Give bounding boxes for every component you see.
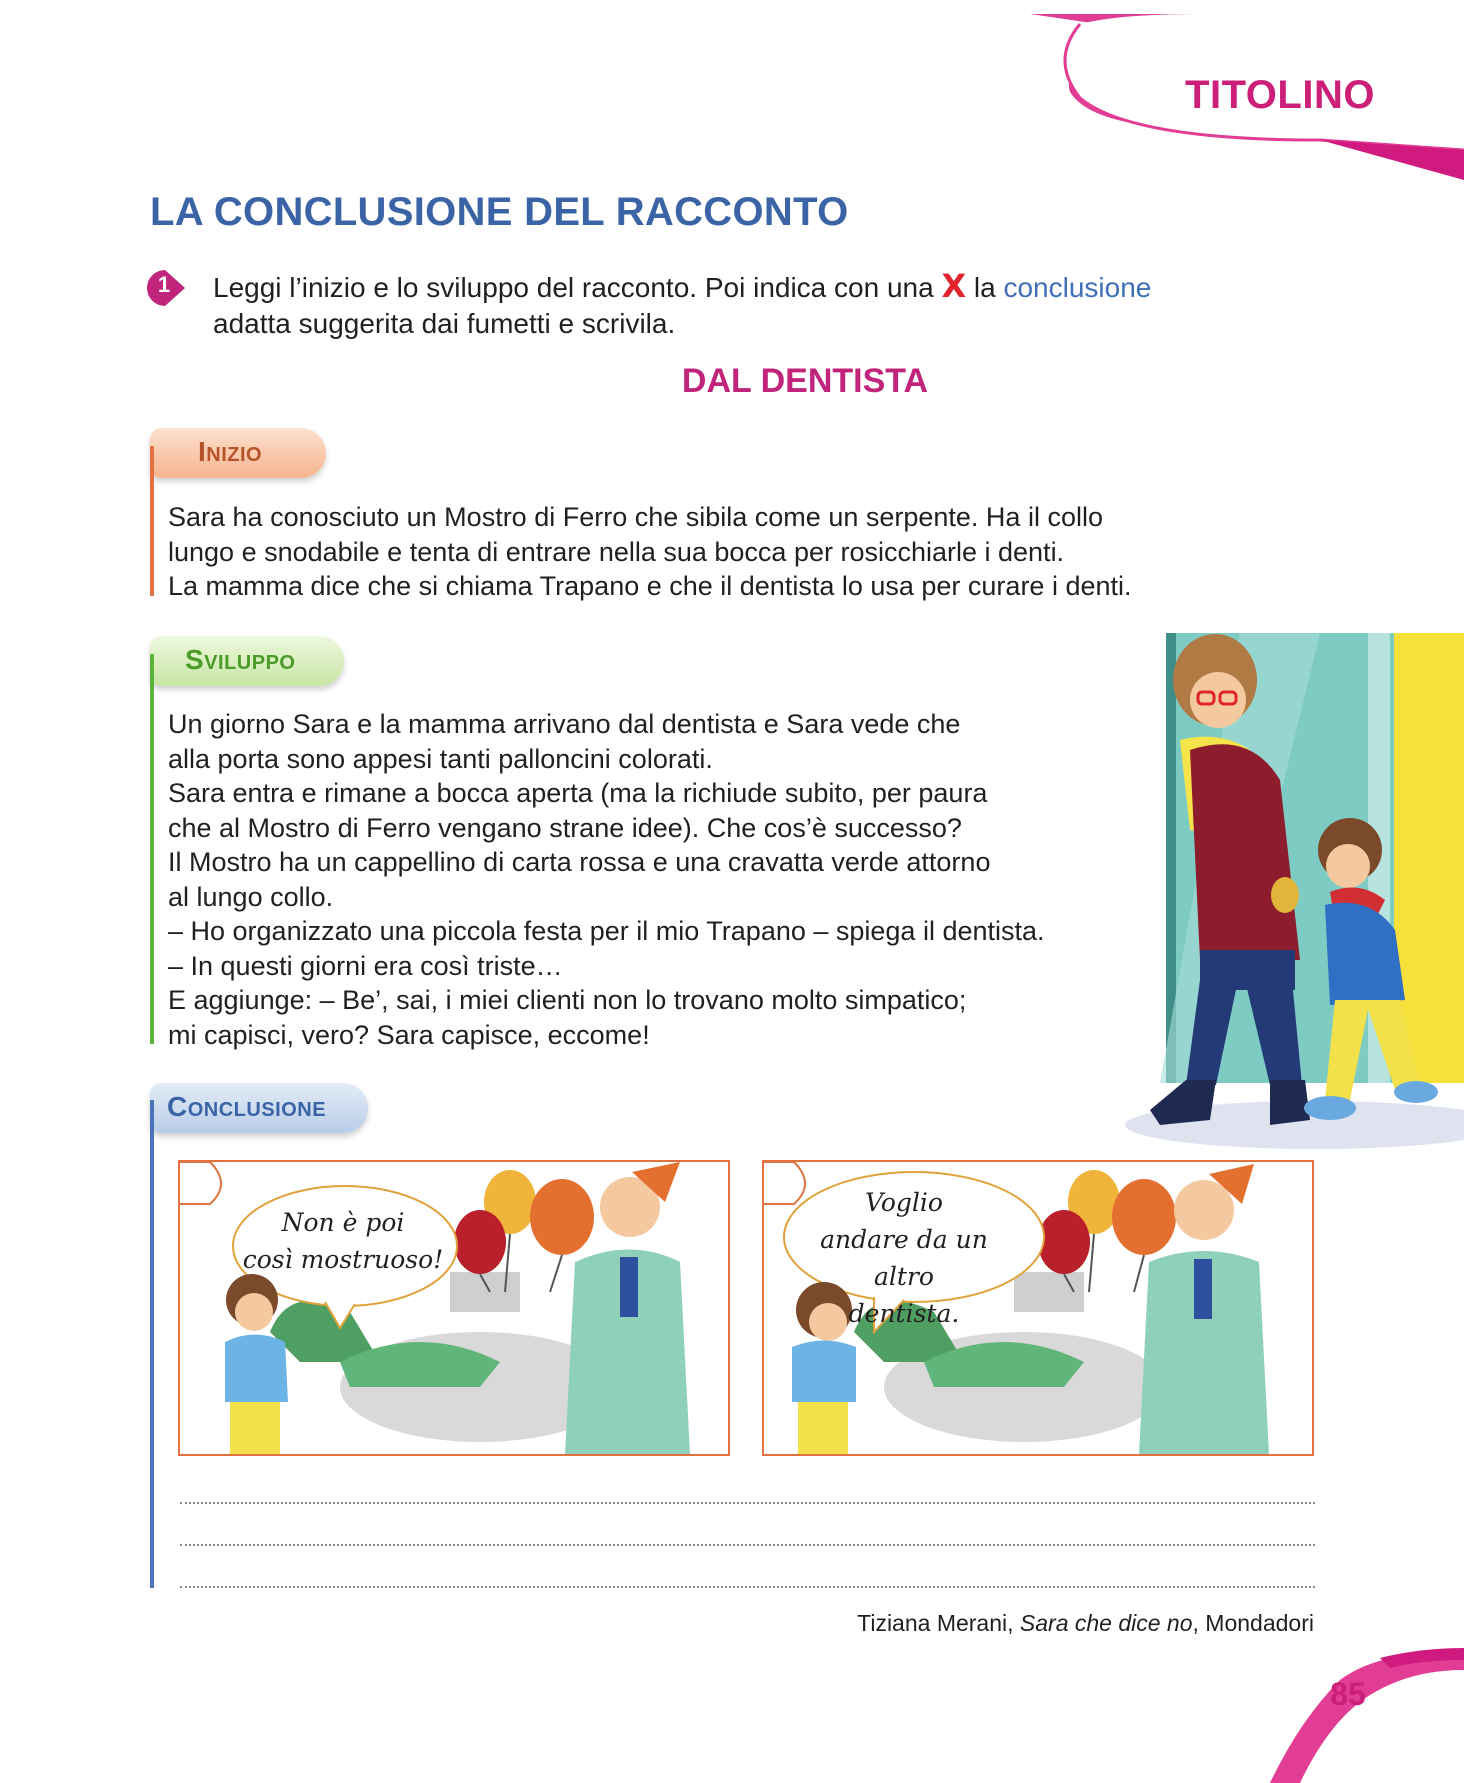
bubble-line: Voglio xyxy=(865,1188,943,1217)
section-bar-sviluppo xyxy=(150,654,154,1044)
page-title: LA CONCLUSIONE DEL RACCONTO xyxy=(150,190,849,234)
answer-line-1[interactable] xyxy=(180,1502,1315,1504)
exercise-number: 1 xyxy=(157,272,171,297)
inizio-paragraph xyxy=(168,500,1278,604)
page-number: 85 xyxy=(1330,1676,1366,1712)
source-publisher: , Mondadori xyxy=(1192,1610,1314,1636)
text-line: mi capisci, vero? Sara capisce, eccome! xyxy=(168,1019,650,1050)
bubble-line: andare da un altro xyxy=(820,1225,988,1291)
text-line: Sara entra e rimane a bocca aperta (ma la richiude subito, per paura xyxy=(168,778,988,808)
x-mark-icon: X xyxy=(941,267,967,305)
comic-panel-2[interactable] xyxy=(762,1160,1314,1456)
section-bar-conclusione xyxy=(150,1100,154,1588)
section-bar-inizio xyxy=(150,446,154,596)
exercise-instruction xyxy=(213,268,1253,342)
instruction-text: Leggi l’inizio e lo sviluppo del racconto. Poi indica con una xyxy=(213,272,934,303)
answer-line-3[interactable] xyxy=(180,1586,1315,1588)
instruction-keyword: conclusione xyxy=(1003,272,1152,303)
comic-panel-1[interactable] xyxy=(178,1160,730,1456)
text-line: – Ho organizzato una piccola festa per il mio Trapano – spiega il dentista. xyxy=(168,916,1045,946)
text-line: Un giorno Sara e la mamma arrivano dal dentista e Sara vede che xyxy=(168,709,961,739)
text-line: che al Mostro di Ferro vengano strane idee). Che cos’è successo? xyxy=(168,812,962,843)
text-line: Sara ha conosciuto un Mostro di Ferro che sibila come un serpente. Ha il collo xyxy=(168,502,1103,532)
source-citation xyxy=(857,1610,1314,1637)
mother-daughter-illustration xyxy=(1120,630,1464,1150)
bubble-line: dentista. xyxy=(848,1299,960,1328)
text-line: E aggiunge: – Be’, sai, i miei clienti non lo trovano molto simpatico; xyxy=(168,985,967,1015)
text-line: La mamma dice che si chiama Trapano e che il dentista lo usa per curare i denti. xyxy=(168,571,1132,601)
bubble-line: Non è poi xyxy=(281,1208,405,1237)
speech-bubble-1 xyxy=(238,1204,448,1278)
instruction-text-3: adatta suggerita dai fumetti e scrivila. xyxy=(213,308,676,339)
answer-line-2[interactable] xyxy=(180,1544,1315,1546)
running-head: TITOLINO xyxy=(1185,73,1375,117)
text-line: al lungo collo. xyxy=(168,881,334,912)
source-author: Tiziana Merani, xyxy=(857,1610,1014,1636)
source-book: Sara che dice no xyxy=(1019,1610,1193,1636)
sviluppo-paragraph xyxy=(168,707,1168,1052)
section-label-inizio: Inizio xyxy=(198,436,263,467)
speech-bubble-2 xyxy=(794,1184,1014,1332)
text-line: alla porta sono appesi tanti palloncini colorati. xyxy=(168,743,713,774)
bubble-line: così mostruoso! xyxy=(242,1245,444,1274)
text-line: lungo e snodabile e tenta di entrare nella sua bocca per rosicchiarle i denti. xyxy=(168,536,1065,567)
section-label-sviluppo: Sviluppo xyxy=(185,644,296,675)
story-title xyxy=(0,362,1464,401)
instruction-text-2: la xyxy=(973,272,996,303)
story-title-text: DAL DENTISTA xyxy=(681,362,929,400)
text-line: – In questi giorni era così triste… xyxy=(168,950,563,981)
text-line: Il Mostro ha un cappellino di carta rossa e una cravatta verde attorno xyxy=(168,847,991,877)
section-label-conclusione: Conclusione xyxy=(167,1091,327,1122)
